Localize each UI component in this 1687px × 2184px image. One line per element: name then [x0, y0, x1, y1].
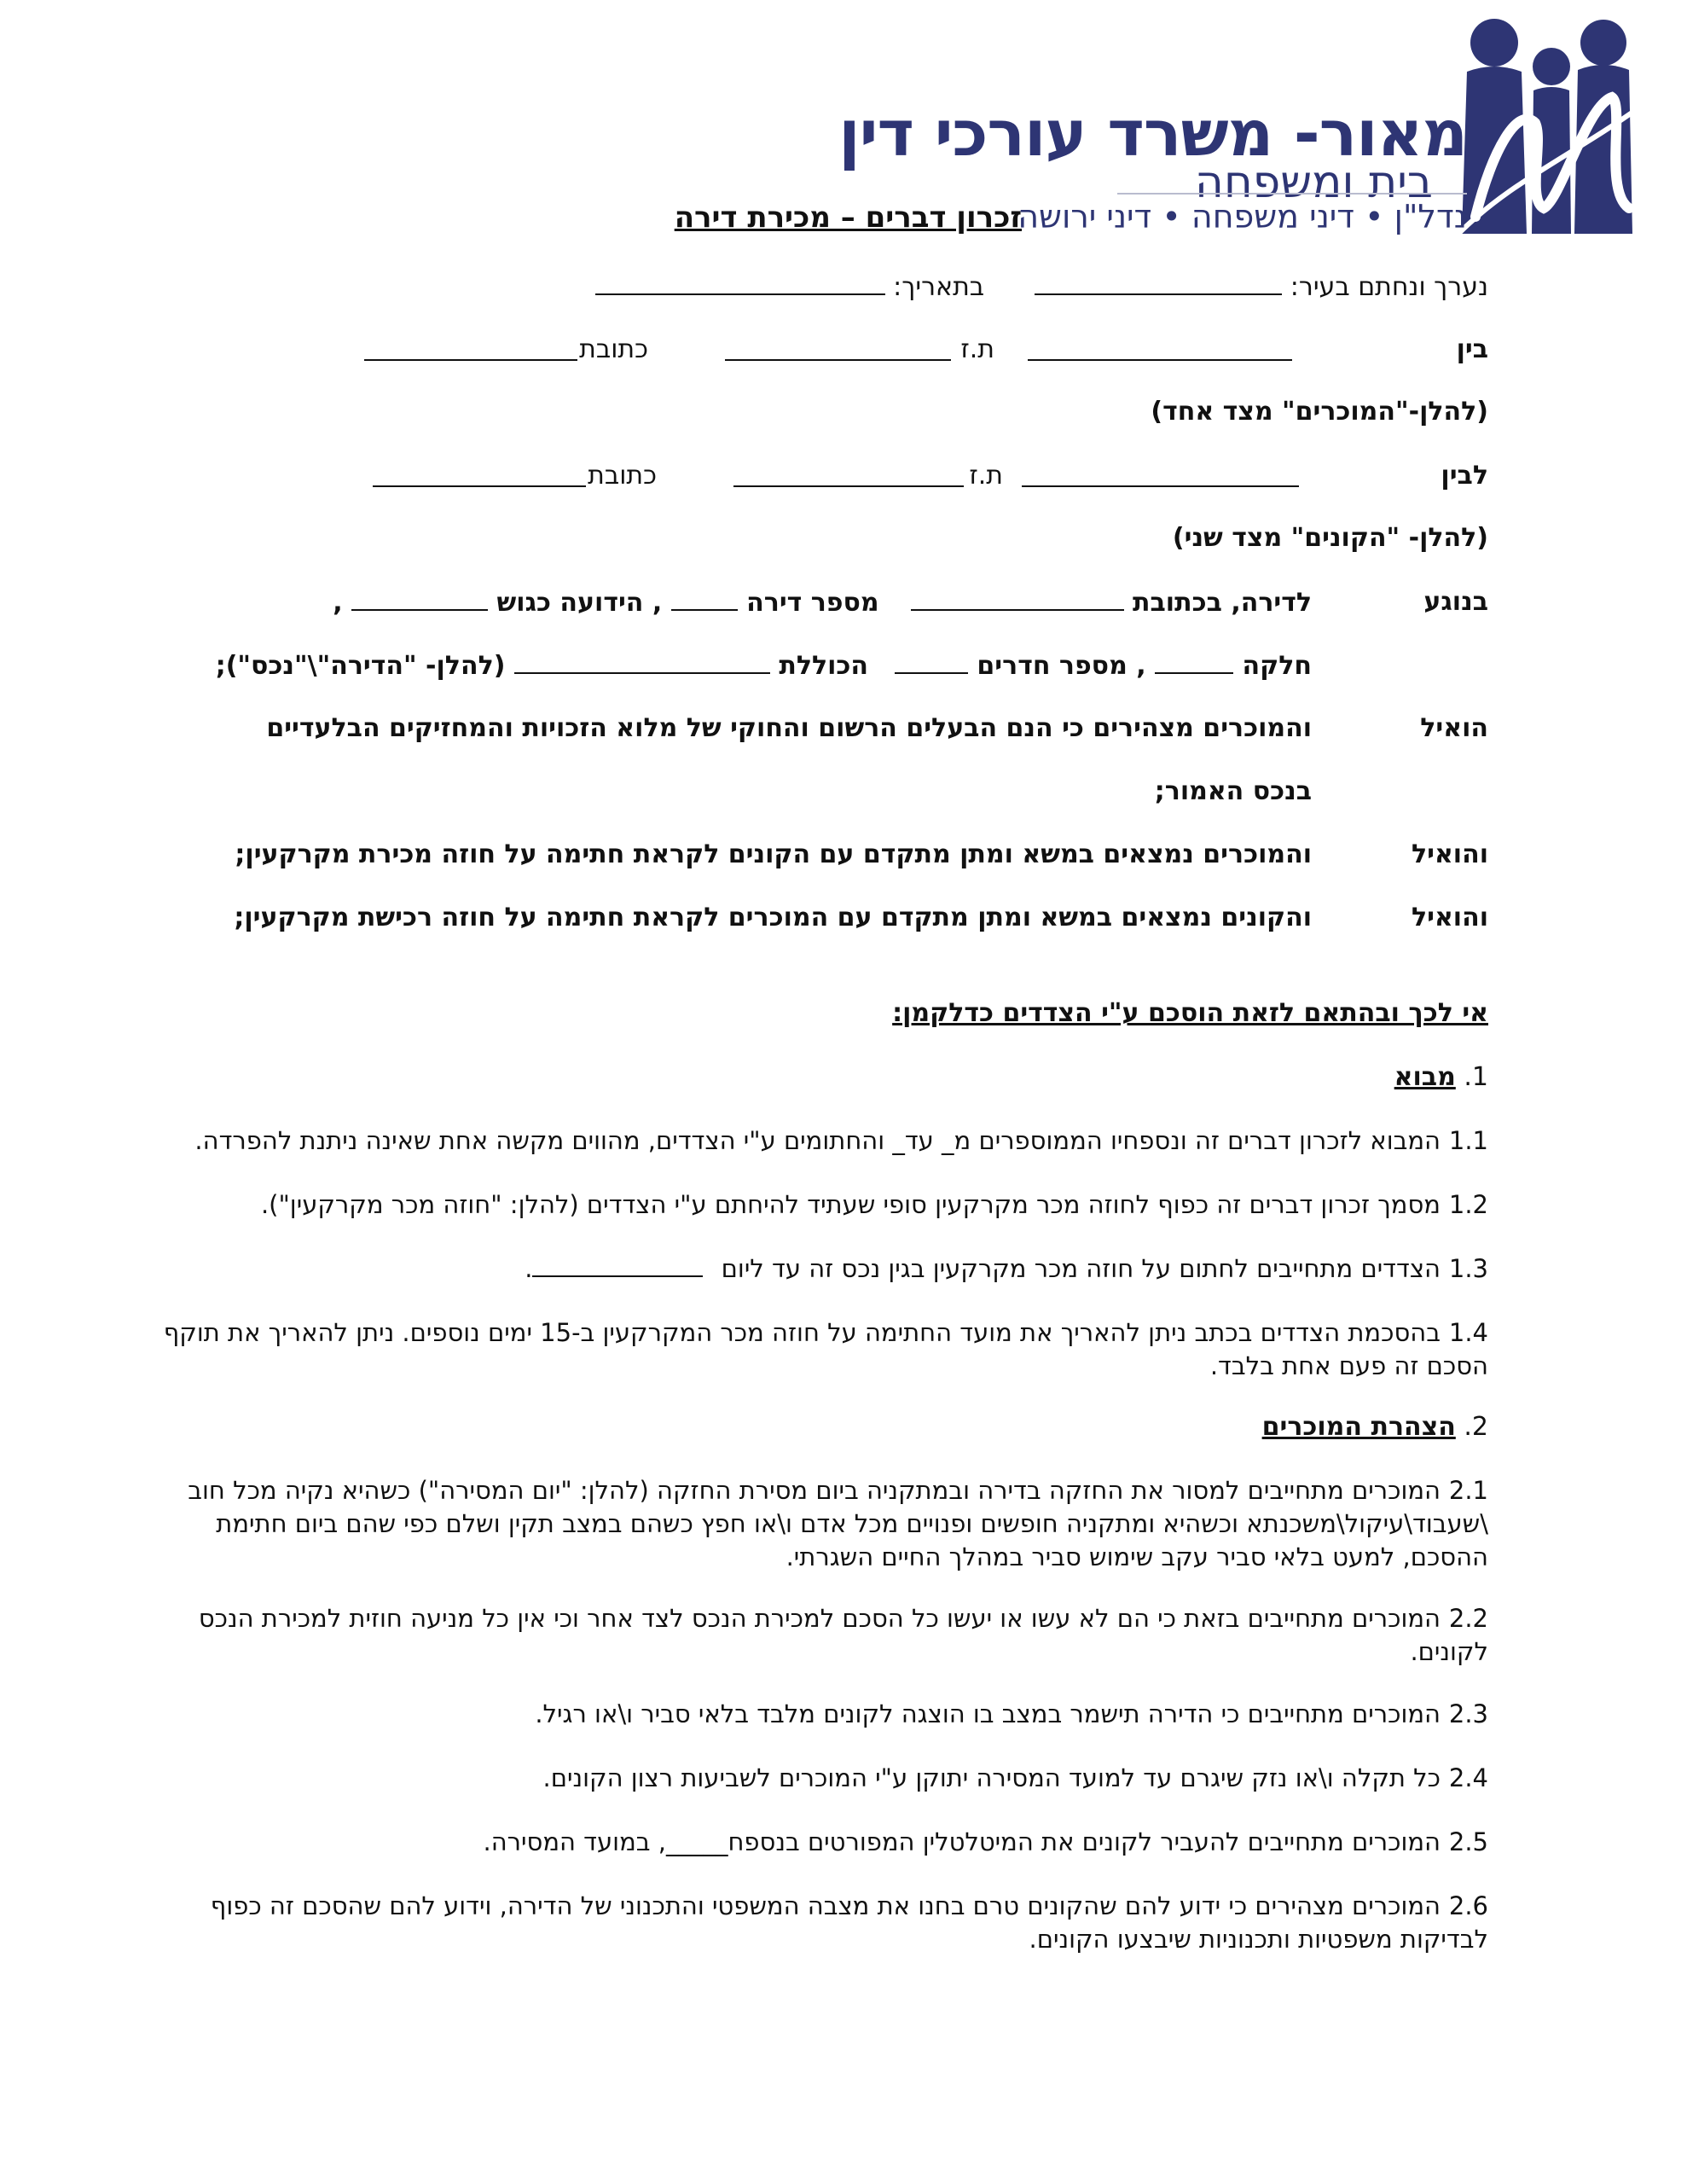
- clause-2-1: [158, 1474, 1488, 1574]
- clause-text: כל תקלה ו\או נזק שיגרם עד למועד המסירה יתוקן ע"י המוכרים לשביעות רצון הקונים.: [542, 1763, 1441, 1792]
- city-blank[interactable]: [1035, 271, 1282, 295]
- apartment-definition: (להלן- "הדירה"\"נכס");: [215, 651, 506, 681]
- clause-2-4: [158, 1762, 1488, 1795]
- document-title: זכרון דברים – מכירת דירה: [674, 200, 1022, 235]
- clause-2-2: [158, 1602, 1488, 1669]
- clause-1-1: [158, 1124, 1488, 1158]
- logo-divider: [1117, 193, 1467, 195]
- clause-2-3: [158, 1698, 1488, 1731]
- clause-number: 2.6: [1448, 1891, 1488, 1920]
- signed-in-city-label: נערך ונחתם בעיר:: [1290, 272, 1488, 302]
- section-1-heading: [1394, 1062, 1488, 1092]
- clause-1-3: [158, 1252, 1488, 1286]
- clause-text: בהסכמת הצדדים בכתב ניתן להאריך את מועד החתימה על חוזה מכר המקרקעין ב-15 ימים נוספים. ניתן להאריך את תוקף הסכם זה פעם אחת בלבד.: [163, 1318, 1488, 1380]
- apartment-address-blank[interactable]: [911, 587, 1124, 611]
- firm-tagline: נדל"ן • דיני משפחה • דיני ירושה: [1017, 198, 1467, 235]
- clause-text: המוכרים מתחייבים בזאת כי הם לא עשו או יעשו כל הסכם למכירת הנכס לצד אחר וכי אין כל מניעה חוזית למכירת הנכס לקונים.: [198, 1604, 1488, 1666]
- buyer-id-blank[interactable]: [733, 463, 964, 487]
- seller-name-blank[interactable]: [1028, 337, 1292, 361]
- whereas-1-line-1: והמוכרים מצהירים כי הנם הבעלים הרשום והחוקי של מלוא הזכויות והמחזיקים הבלעדיים: [266, 713, 1312, 743]
- clause-number: 1.3: [1448, 1254, 1488, 1283]
- clause-1-4: [158, 1316, 1488, 1383]
- whereas-1-line-2: בנכס האמור;: [1154, 776, 1312, 806]
- buyer-name-blank[interactable]: [1022, 463, 1299, 487]
- buyer-id-label: ת.ז: [969, 461, 1003, 491]
- agreed-heading: אי לכך ובהתאם לזאת הוסכם ע"י הצדדים כדלקמן:: [892, 998, 1488, 1028]
- sign-by-date-blank[interactable]: [532, 1253, 703, 1277]
- block-blank[interactable]: [351, 587, 488, 611]
- section-2-heading: [1262, 1412, 1488, 1442]
- clause-text: הצדדים מתחייבים לחתום על חוזה מכר מקרקעין בגין נכס זה עד ליום: [721, 1254, 1441, 1283]
- city-date-row: [595, 271, 1488, 302]
- clause-number: 2.5: [1448, 1827, 1488, 1856]
- regarding-label: בנוגע: [1423, 587, 1488, 617]
- clause-text: המוכרים מתחייבים להעביר לקונים את המיטלטלין המפורטים בנספח_____, במועד המסירה.: [483, 1827, 1441, 1856]
- section-title: מבוא: [1394, 1062, 1456, 1092]
- seller-id-label: ת.ז: [960, 334, 994, 364]
- date-blank[interactable]: [595, 271, 885, 295]
- clause-number: 2.4: [1448, 1763, 1488, 1792]
- rooms-text: , מספר חדרים: [977, 651, 1146, 681]
- family-logo-icon: [1441, 12, 1646, 242]
- clause-1-2: [158, 1188, 1488, 1222]
- clause-number: 2.2: [1448, 1604, 1488, 1633]
- clause-number: 1.2: [1448, 1190, 1488, 1219]
- parcel-text: חלקה: [1242, 651, 1312, 681]
- section-number: 1.: [1464, 1062, 1488, 1092]
- whereas-2-text: והמוכרים נמצאים במשא ומתן מתקדם עם הקונים לקראת חתימה על חוזה מכירת מקרקעין;: [235, 839, 1312, 869]
- clause-2-5: [158, 1826, 1488, 1859]
- clause-2-6: [158, 1890, 1488, 1956]
- seller-id-blank[interactable]: [725, 337, 951, 361]
- clause-text: המוכרים מתחייבים כי הדירה תישמר במצב בו הוצגה לקונים מלבד בלאי סביר ו\או רגיל.: [535, 1699, 1441, 1728]
- buyer-address-blank[interactable]: [373, 463, 586, 487]
- parcel-blank[interactable]: [1155, 650, 1233, 674]
- clause-text: המוכרים מצהירים כי ידוע להם שהקונים טרם בחנו את מצבה המשפטי והתכנוני של הדירה, וידוע להם שהסכם זה כפוף לבדיקות משפטיות ותכנוניות שיבצעו הקונים.: [210, 1891, 1488, 1954]
- firm-name: מאור- משרד עורכי דין: [838, 97, 1467, 171]
- clause-text: מסמך זכרון דברים זה כפוף לחוזה מכר מקרקעין סופי שעתיד להיחתם ע"י הצדדים (להלן: "חוזה מכר מקרקעין").: [260, 1190, 1441, 1219]
- seller-address-blank[interactable]: [364, 337, 577, 361]
- section-number: 2.: [1464, 1412, 1488, 1442]
- includes-blank[interactable]: [514, 650, 770, 674]
- block-text: , הידועה כגוש: [496, 588, 663, 618]
- clause-number: 1.1: [1448, 1126, 1488, 1155]
- clause-number: 2.1: [1448, 1476, 1488, 1505]
- whereas-1-label: הואיל: [1420, 713, 1488, 743]
- clause-number: 1.4: [1448, 1318, 1488, 1347]
- clause-text: המוכרים מתחייבים למסור את החזקה בדירה ובמתקניה ביום מסירת החזקה (להלן: "יום המסירה") כשהיא נקיה מכל חוב \שעבוד\עיקול\משכנתא וכשהיא ומתקניה חופשים ופנויים מכל אדם ו\או חפץ כשהם במצב תקין ושלם כפי שהם ביום חתימת ההסכם, למעט בלאי סביר עקב שימוש סביר במהלך החיים השגרתי.: [188, 1476, 1488, 1571]
- and-between-label: לבין: [1441, 461, 1488, 491]
- regarding-line-1: [333, 587, 1312, 618]
- buyer-address-label: כתובת: [588, 461, 657, 491]
- firm-subtitle: בית ומשפחה: [1194, 157, 1433, 208]
- apartment-address-text: לדירה, בכתובת: [1133, 588, 1312, 618]
- whereas-3-text: והקונים נמצאים במשא ומתן מתקדם עם המוכרים לקראת חתימה על חוזה רכישת מקרקעין;: [234, 903, 1312, 932]
- includes-text: הכוללת: [779, 651, 869, 681]
- section-title: הצהרת המוכרים: [1261, 1412, 1456, 1442]
- buyers-party-note: (להלן- "הקונים" מצד שני): [1172, 523, 1488, 553]
- apartment-number-text: מספר דירה: [746, 588, 879, 618]
- whereas-2-label: והואיל: [1411, 839, 1488, 869]
- line-comma: ,: [333, 588, 343, 618]
- clause-number: 2.3: [1448, 1699, 1488, 1728]
- period: .: [525, 1254, 533, 1283]
- regarding-line-2: [216, 650, 1312, 681]
- whereas-3-label: והואיל: [1411, 903, 1488, 932]
- date-label: בתאריך:: [893, 272, 985, 302]
- clause-text: המבוא לזכרון דברים זה ונספחיו הממוספרים מ_ עד_ והחתומים ע"י הצדדים, מהווים מקשה אחת שאינה ניתנת להפרדה.: [194, 1126, 1441, 1155]
- sellers-party-note: (להלן-"המוכרים" מצד אחד): [1151, 397, 1488, 427]
- apartment-number-blank[interactable]: [671, 587, 738, 611]
- rooms-blank[interactable]: [895, 650, 968, 674]
- seller-address-label: כתובת: [579, 334, 648, 364]
- between-label: בין: [1456, 334, 1488, 364]
